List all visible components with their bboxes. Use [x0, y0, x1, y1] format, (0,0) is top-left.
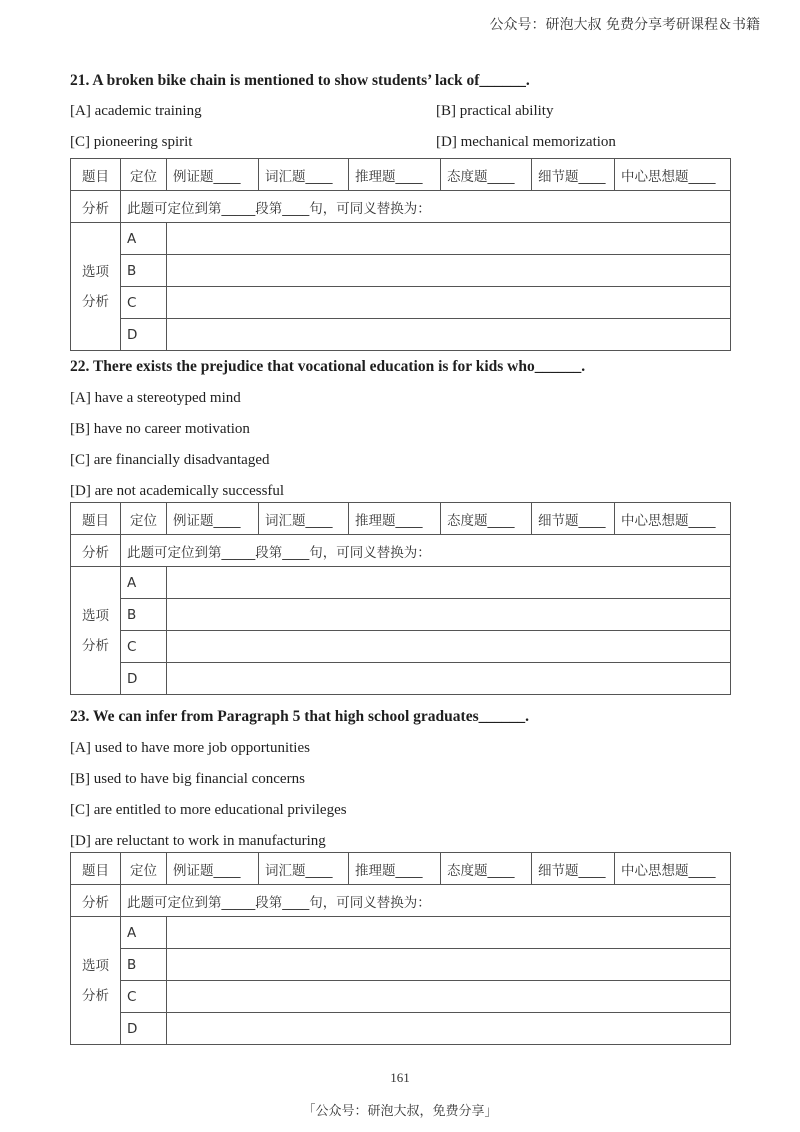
vocab-type-cell: 词汇题____ — [259, 503, 349, 535]
option-a-label: A — [121, 567, 167, 599]
option-a-analysis-field[interactable] — [167, 223, 731, 255]
option-d-analysis-field[interactable] — [167, 663, 731, 695]
option-analysis-label — [71, 567, 121, 695]
inference-type-cell: 推理题____ — [349, 159, 441, 191]
option-d-label: D — [121, 319, 167, 351]
question-21-option-b: [B] practical ability — [436, 103, 554, 119]
option-a-label: A — [121, 223, 167, 255]
question-23-options — [70, 737, 730, 852]
header-note: 公众号：研泡大叔 免费分享考研课程＆书籍 — [489, 17, 760, 33]
main-idea-type-cell: 中心思想题____ — [615, 853, 731, 885]
topic-label: 题目 — [71, 503, 121, 535]
question-23-section — [70, 706, 730, 1045]
locate-cell: 定位 — [121, 159, 167, 191]
question-23-option-a: [A] used to have more job opportunities — [70, 740, 310, 756]
option-b-label: B — [121, 599, 167, 631]
option-analysis-label — [71, 223, 121, 351]
option-d-analysis-field[interactable] — [167, 1013, 731, 1045]
option-d-label: D — [121, 1013, 167, 1045]
option-c-label: C — [121, 287, 167, 319]
question-22-title: 22. There exists the prejudice that vocational education is for kids who______. — [70, 358, 586, 375]
locate-sentence-cell: 此题可定位到第_____段第____句，可同义替换为： — [121, 885, 731, 917]
option-b-analysis-field[interactable] — [167, 255, 731, 287]
question-21-option-d: [D] mechanical memorization — [436, 134, 616, 150]
question-22-option-b: [B] have no career motivation — [70, 421, 250, 437]
question-21-option-c: [C] pioneering spirit — [70, 134, 193, 150]
question-23-option-c: [C] are entitled to more educational privileges — [70, 802, 347, 818]
question-23-option-d: [D] are reluctant to work in manufacturing — [70, 833, 326, 849]
inference-type-cell: 推理题____ — [349, 853, 441, 885]
question-21-title: 21. A broken bike chain is mentioned to show students’ lack of______. — [70, 72, 530, 89]
main-idea-type-cell: 中心思想题____ — [615, 159, 731, 191]
inference-type-cell: 推理题____ — [349, 503, 441, 535]
locate-cell: 定位 — [121, 503, 167, 535]
detail-type-cell: 细节题____ — [532, 853, 615, 885]
page-number: 161 — [390, 1070, 410, 1085]
question-22-option-c: [C] are financially disadvantaged — [70, 452, 270, 468]
option-c-label: C — [121, 981, 167, 1013]
question-22-analysis-table — [70, 502, 731, 695]
option-label: 选项 — [82, 957, 109, 974]
vocab-type-cell: 词汇题____ — [259, 853, 349, 885]
question-22-options — [70, 387, 730, 502]
question-21-section — [70, 70, 730, 351]
detail-type-cell: 细节题____ — [532, 503, 615, 535]
option-a-analysis-field[interactable] — [167, 917, 731, 949]
main-idea-type-cell: 中心思想题____ — [615, 503, 731, 535]
locate-sentence-cell: 此题可定位到第_____段第____句，可同义替换为： — [121, 191, 731, 223]
analysis-label: 分析 — [82, 293, 109, 310]
attitude-type-cell: 态度题____ — [441, 503, 532, 535]
question-22-section — [70, 356, 730, 695]
example-type-cell: 例证题____ — [167, 159, 259, 191]
topic-label: 题目 — [71, 159, 121, 191]
option-c-label: C — [121, 631, 167, 663]
option-a-analysis-field[interactable] — [167, 567, 731, 599]
attitude-type-cell: 态度题____ — [441, 853, 532, 885]
question-23-option-b: [B] used to have big financial concerns — [70, 771, 305, 787]
option-label: 选项 — [82, 607, 109, 624]
locate-cell: 定位 — [121, 853, 167, 885]
question-22-option-a: [A] have a stereotyped mind — [70, 390, 241, 406]
question-21-analysis-table — [70, 158, 731, 351]
attitude-type-cell: 态度题____ — [441, 159, 532, 191]
option-d-analysis-field[interactable] — [167, 319, 731, 351]
question-23-analysis-table — [70, 852, 731, 1045]
option-b-analysis-field[interactable] — [167, 949, 731, 981]
option-d-label: D — [121, 663, 167, 695]
footer-note: 「公众号：研泡大叔，免费分享」 — [302, 1104, 498, 1119]
option-a-label: A — [121, 917, 167, 949]
option-label: 选项 — [82, 263, 109, 280]
topic-label: 题目 — [71, 853, 121, 885]
option-b-label: B — [121, 255, 167, 287]
option-b-analysis-field[interactable] — [167, 599, 731, 631]
question-23-title: 23. We can infer from Paragraph 5 that high school graduates______. — [70, 708, 529, 725]
option-analysis-label — [71, 917, 121, 1045]
analysis-label: 分析 — [71, 535, 121, 567]
detail-type-cell: 细节题____ — [532, 159, 615, 191]
option-b-label: B — [121, 949, 167, 981]
example-type-cell: 例证题____ — [167, 503, 259, 535]
locate-sentence-cell: 此题可定位到第_____段第____句，可同义替换为： — [121, 535, 731, 567]
analysis-label: 分析 — [82, 987, 109, 1004]
question-21-options — [70, 100, 730, 164]
question-22-option-d: [D] are not academically successful — [70, 483, 285, 499]
question-21-option-a: [A] academic training — [70, 103, 202, 119]
example-type-cell: 例证题____ — [167, 853, 259, 885]
vocab-type-cell: 词汇题____ — [259, 159, 349, 191]
analysis-label: 分析 — [82, 637, 109, 654]
option-c-analysis-field[interactable] — [167, 631, 731, 663]
option-c-analysis-field[interactable] — [167, 287, 731, 319]
option-c-analysis-field[interactable] — [167, 981, 731, 1013]
analysis-label: 分析 — [71, 191, 121, 223]
analysis-label: 分析 — [71, 885, 121, 917]
